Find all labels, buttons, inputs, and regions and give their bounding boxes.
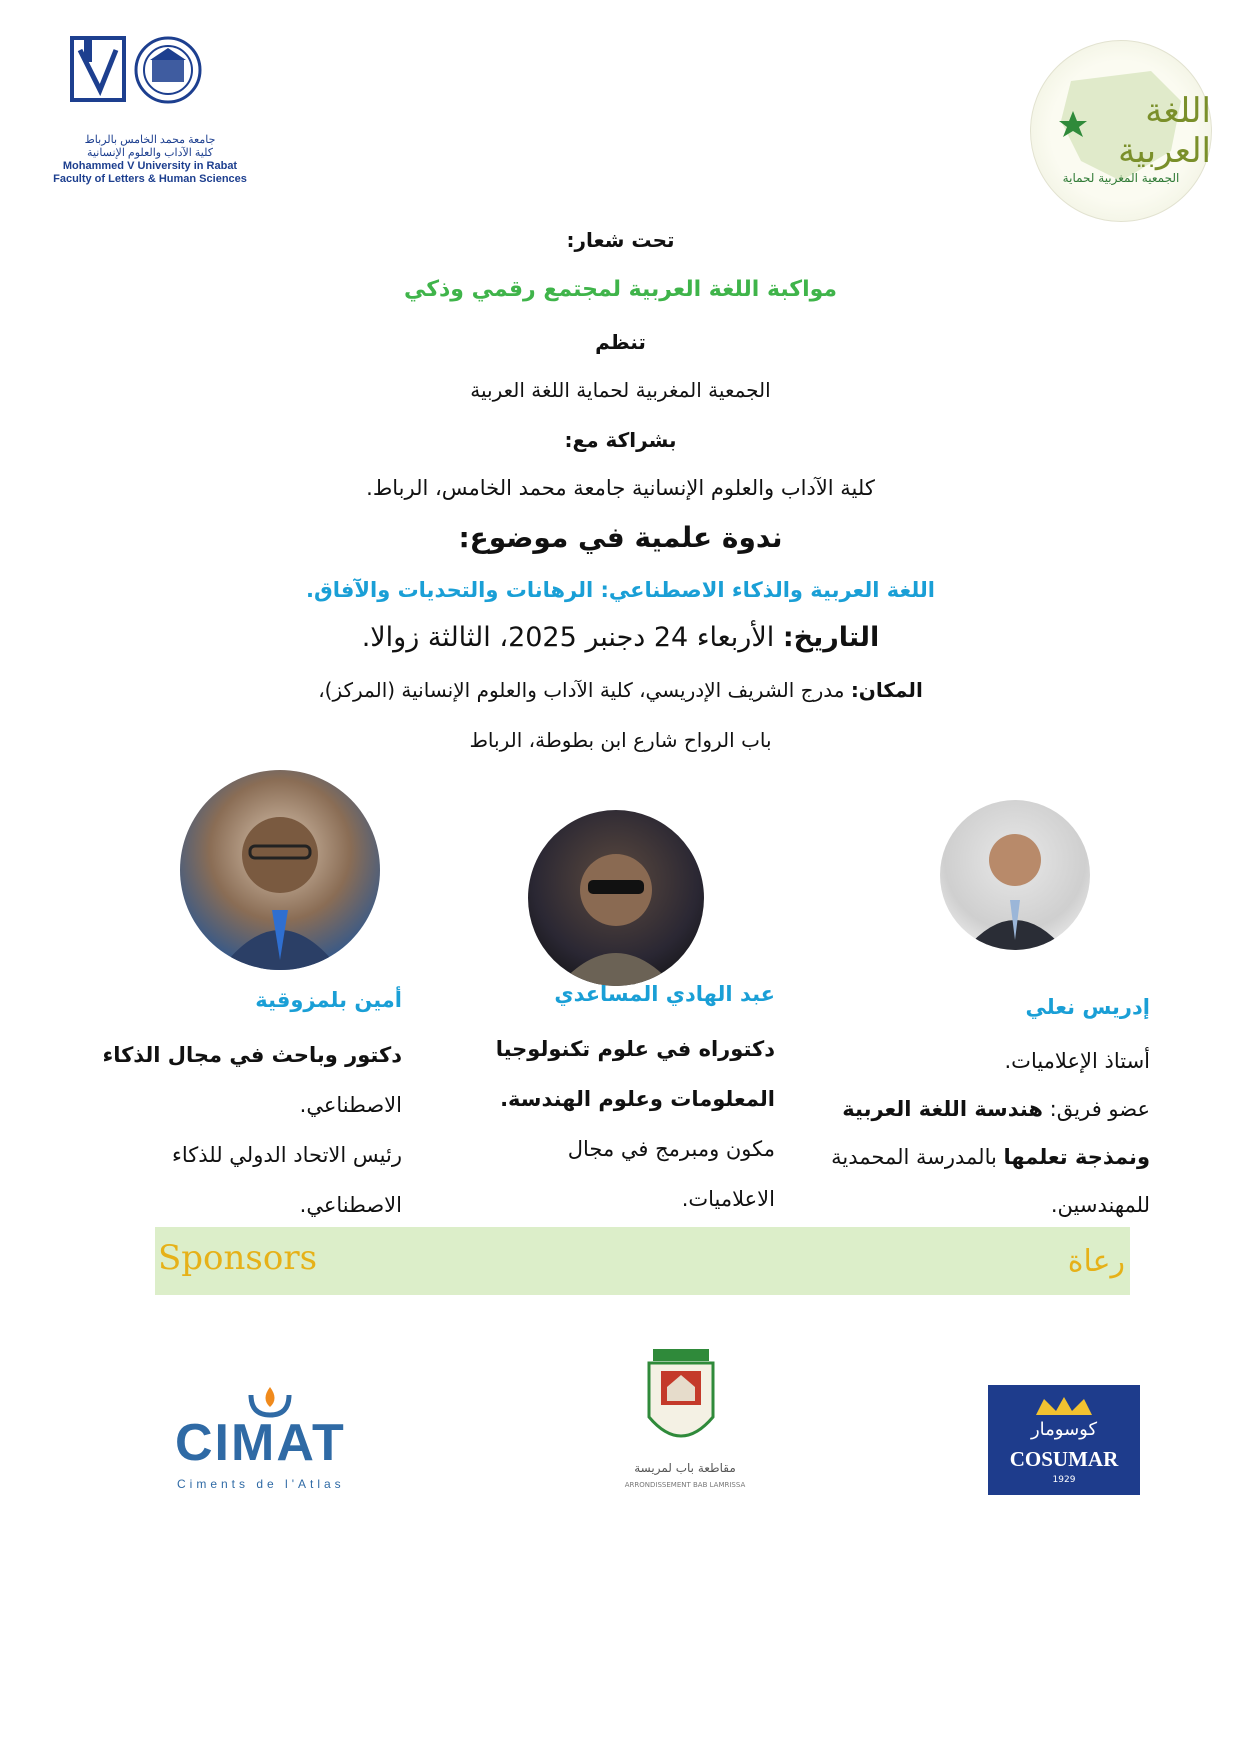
speaker-line: الاعلاميات.: [681, 1187, 775, 1211]
organizes-label: تنظم: [595, 330, 646, 354]
speaker-line: الاصطناعي.: [299, 1193, 402, 1217]
speaker-name: عبد الهادي المساعدي: [554, 982, 775, 1006]
speaker-line-part: ونمذجة تعلمها: [1003, 1145, 1150, 1169]
person-icon: [180, 770, 380, 970]
event-place: [0, 678, 1241, 702]
cosumar-logo: [988, 1385, 1140, 1495]
organizer-name: الجمعية المغربية لحماية اللغة العربية: [470, 378, 771, 402]
speaker-line-part: عضو فريق:: [1049, 1097, 1150, 1121]
crown-icon: [1034, 1395, 1094, 1417]
cosumar-year: 1929: [1052, 1475, 1076, 1485]
speaker-photo-amine: [180, 770, 380, 970]
slogan-text: مواكبة اللغة العربية لمجتمع رقمي وذكي: [403, 277, 838, 302]
arrondissement-name-ar: مقاطعة باب لمريسة: [634, 1461, 736, 1475]
university-english-line1: Mohammed V University in Rabat: [62, 160, 238, 172]
speaker-amine: [80, 988, 402, 1230]
cosumar-name: COSUMAR: [1009, 1447, 1119, 1471]
sponsors-label-en: Sponsors: [158, 1238, 318, 1278]
cimat-name: CIMAT: [175, 1414, 346, 1472]
event-type: ندوة علمية في موضوع:: [458, 521, 783, 554]
arrondissement-name-fr: ARRONDISSEMENT BAB LAMRISSA: [624, 1481, 746, 1489]
cosumar-name-ar: كوسومار: [1030, 1419, 1098, 1440]
slogan-label: تحت شعار:: [566, 228, 675, 252]
university-english-line2: Faculty of Letters & Human Sciences: [53, 173, 247, 185]
speaker-line: أستاذ الإعلاميات.: [1004, 1049, 1150, 1073]
person-icon: [528, 810, 704, 986]
association-logo: [1030, 40, 1212, 222]
speaker-name: أمين بلمزوقية: [255, 988, 402, 1012]
speaker-line: للمهندسين.: [1050, 1193, 1150, 1217]
speaker-line: دكتور وباحث في مجال الذكاء: [102, 1043, 402, 1067]
date-value: الأربعاء 24 دجنبر 2025، الثالثة زوالا.: [361, 622, 775, 653]
place-value: مدرج الشريف الإدريسي، كلية الآداب والعلوم الإنسانية (المركز)،: [318, 678, 845, 702]
place-line2: باب الرواح شارع ابن بطوطة، الرباط: [469, 728, 772, 752]
partnership-label: بشراكة مع:: [564, 428, 677, 452]
speaker-line: رئيس الاتحاد الدولي للذكاء: [171, 1143, 402, 1167]
cimat-logo: [175, 1385, 385, 1495]
date-label: التاريخ:: [782, 622, 880, 653]
association-logo-subtitle: الجمعية المغربية لحماية: [1062, 171, 1180, 185]
association-logo-title: اللغة العربية: [1118, 91, 1211, 171]
speaker-abdelhadi: [470, 982, 775, 1224]
university-emblem-icon: [40, 30, 260, 130]
speaker-line: دكتوراه في علوم تكنولوجيا: [495, 1037, 775, 1061]
speaker-line: [820, 1133, 1150, 1181]
sponsors-label-ar: رعاة: [1067, 1244, 1125, 1279]
university-arabic-line1: جامعة محمد الخامس بالرباط: [84, 134, 216, 146]
person-icon: [940, 800, 1090, 950]
speaker-line: المعلومات وعلوم الهندسة.: [500, 1087, 775, 1111]
speaker-name: إدريس نعلي: [1025, 995, 1150, 1019]
speaker-photo-abdelhadi: [528, 810, 704, 986]
cimat-tagline: Ciments de l'Atlas: [177, 1477, 345, 1491]
university-logo: [40, 30, 260, 190]
place-label: المكان:: [850, 678, 923, 702]
speaker-photo-driss: [940, 800, 1090, 950]
event-date: [0, 622, 1241, 653]
arrondissement-logo: [605, 1347, 765, 1507]
speaker-line: الاصطناعي.: [299, 1093, 402, 1117]
speaker-line-part: هندسة اللغة العربية: [842, 1097, 1043, 1121]
event-topic: اللغة العربية والذكاء الاصطناعي: الرهانات والتحديات والآفاق.: [305, 578, 936, 602]
coat-of-arms-icon: [645, 1347, 717, 1457]
partner-name: كلية الآداب والعلوم الإنسانية جامعة محمد الخامس، الرباط.: [366, 476, 875, 500]
speaker-line: مكون ومبرمج في مجال: [567, 1137, 775, 1161]
speaker-driss: [820, 995, 1150, 1229]
speaker-line: [820, 1085, 1150, 1133]
university-arabic-line2: كلية الآداب والعلوم الإنسانية: [87, 147, 213, 159]
speaker-line-part: بالمدرسة المحمدية: [831, 1145, 997, 1169]
